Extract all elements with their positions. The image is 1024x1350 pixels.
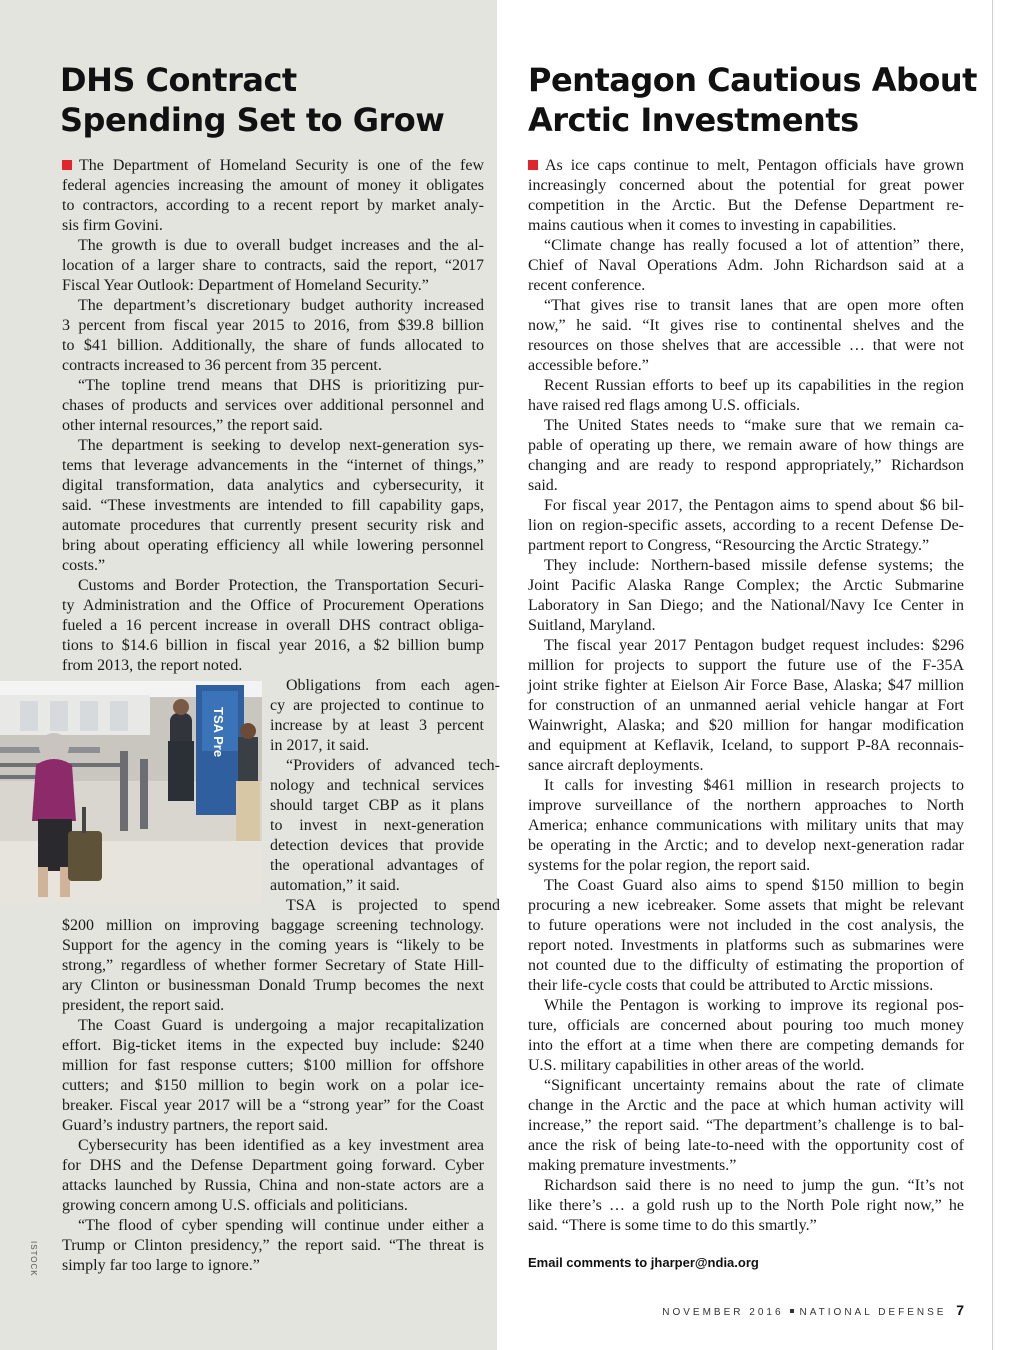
text-line: America; enhance communications with military units that may — [528, 817, 964, 834]
page-edge-rule — [992, 0, 993, 1350]
text-line: said. “These investments are intended to fill capability gaps, — [62, 497, 484, 514]
text-line: federal agencies increasing the amount of money it obligates — [62, 177, 484, 194]
text-line: The Coast Guard also aims to spend $150 million to begin — [544, 877, 964, 894]
text-line: “Climate change has really focused a lot of attention” there, — [544, 237, 964, 254]
text-line: tions to $14.6 billion in fiscal year 2016, a $2 billion bump — [62, 637, 484, 654]
text-line: the operational advantages of — [270, 857, 484, 874]
text-line: procuring a new icebreaker. Some assets that might be relevant — [528, 897, 964, 914]
text-line: “Providers of advanced tech- — [286, 757, 500, 774]
text-line: resources on those shelves that are accessible … that were not — [528, 337, 964, 354]
text-line: change in the Arctic and the pace at which human activity will — [528, 1097, 964, 1114]
headline-line: DHS Contract — [60, 61, 297, 99]
text-line: should target CBP as it plans — [270, 797, 484, 814]
text-line: recent conference. — [528, 277, 646, 294]
text-line: simply far too large to ignore.” — [62, 1257, 260, 1274]
footer-date: NOVEMBER 2016 — [662, 1307, 784, 1318]
text-line: competition in the Arctic. But the Defense Department re- — [528, 197, 964, 214]
text-line: increase by at least 3 percent — [270, 717, 484, 734]
page-footer — [662, 1302, 964, 1318]
text-line: As ice caps continue to melt, Pentagon officials have grown — [528, 156, 964, 176]
text-line: The growth is due to overall budget increases and the al- — [78, 237, 484, 254]
text-line: accessible before.” — [528, 357, 649, 374]
article-start-bullet — [62, 160, 72, 170]
text-line: attacks launched by Russia, China and non-state actors are a — [62, 1177, 484, 1194]
text-line: lion on region-specific assets, according to a recent Defense De- — [528, 517, 964, 534]
text-line: location of a larger share to contracts, said the report, “2017 — [62, 257, 484, 274]
headline-line: Arctic Investments — [528, 101, 859, 139]
text-line: Recent Russian efforts to beef up its capabilities in the region — [544, 377, 964, 394]
text-line: The department’s discretionary budget authority increased — [78, 297, 484, 314]
text-line: report noted. Investments in platforms such as submarines were — [528, 937, 964, 954]
text-line: other internal resources,” the report said. — [62, 417, 323, 434]
text-line: cy are projected to continue to — [270, 697, 484, 714]
text-line: not counted due to the difficulty of estimating the proportion of — [528, 957, 964, 974]
text-line: systems for the polar region, the report said. — [528, 857, 811, 874]
text-line: Guard’s industry partners, the report said. — [62, 1117, 329, 1134]
text-line: changing and are ready to respond appropriately,” Richardson — [528, 457, 964, 474]
text-line: now,” he said. “It gives rise to continental shelves and the — [528, 317, 964, 334]
text-line: detection devices that provide — [270, 837, 484, 854]
text-line: digital transformation, data analytics and cybersecurity, it — [62, 477, 484, 494]
text-line: It calls for investing $461 million in research projects to — [544, 777, 964, 794]
text-line: sance aircraft deployments. — [528, 757, 704, 774]
text-line: The Coast Guard is undergoing a major recapitalization — [78, 1017, 484, 1034]
text-line: bring about operating efficiency all while lowering personnel — [62, 537, 484, 554]
text-line: “That gives rise to transit lanes that are open more often — [544, 297, 964, 314]
headline-line: Spending Set to Grow — [60, 101, 445, 139]
email-comments-note: Email comments to jharper@ndia.org — [528, 1255, 759, 1270]
text-line: like there’s … a gold rush up to the North Pole right now,” he — [528, 1197, 964, 1214]
right-article-body — [528, 156, 964, 1236]
text-line: ture, officials are concerned about pouring too much money — [528, 1017, 964, 1034]
airport-security-photo — [0, 681, 262, 903]
text-line: for construction of an unmanned aerial vehicle hangar at Fort — [528, 697, 964, 714]
text-line: million for projects to support the future use of the F-35A — [528, 657, 964, 674]
text-line: While the Pentagon is working to improve its regional pos- — [544, 997, 964, 1014]
text-line: cutters; and $150 million to begin work on a polar ice- — [62, 1077, 484, 1094]
text-line: ance the risk of being late-to-need with the opportunity cost of — [528, 1137, 964, 1154]
text-line: “The topline trend means that DHS is prioritizing pur- — [78, 377, 484, 394]
text-line: Obligations from each agen- — [286, 677, 500, 694]
text-line: improve surveillance of the northern approaches to North — [528, 797, 964, 814]
text-line: to $41 billion. Additionally, the share of funds allocated to — [62, 337, 484, 354]
article-start-bullet — [528, 160, 538, 170]
text-line: into the effort at a time when there are competing demands for — [528, 1037, 964, 1054]
text-line: Suitland, Maryland. — [528, 617, 656, 634]
text-line: said. — [528, 477, 558, 494]
text-line: Customs and Border Protection, the Transportation Securi- — [78, 577, 484, 594]
text-line: said. “There is some time to do this smartly.” — [528, 1217, 817, 1234]
text-line: making premature investments.” — [528, 1157, 737, 1174]
text-line: fueled a 16 percent increase in overall DHS contract obliga- — [62, 617, 484, 634]
text-line: The United States needs to “make sure that we remain ca- — [544, 417, 964, 434]
text-line: automate procedures that currently present security risk and — [62, 517, 484, 534]
text-line: have raised red flags among U.S. officials. — [528, 397, 801, 414]
footer-separator — [790, 1309, 794, 1313]
text-line: $200 million on improving baggage screening technology. — [62, 917, 484, 934]
text-line: Cybersecurity has been identified as a key investment area — [78, 1137, 484, 1154]
text-line: “Significant uncertainty remains about the rate of climate — [544, 1077, 964, 1094]
text-line: be operating in the Arctic; and to develop next-generation radar — [528, 837, 964, 854]
text-line: Chief of Naval Operations Adm. John Richardson said at a — [528, 257, 964, 274]
text-line: automation,” it said. — [270, 877, 400, 894]
text-line: The fiscal year 2017 Pentagon budget request includes: $296 — [544, 637, 964, 654]
text-line: Joint Pacific Alaska Range Complex; the Arctic Submarine — [528, 577, 964, 594]
text-line: for DHS and the Defense Department going forward. Cyber — [62, 1157, 484, 1174]
text-line: Wainwright, Alaska; and $20 million for hangar modification — [528, 717, 964, 734]
photo-credit: ISTOCK — [29, 1241, 38, 1277]
headline-line: Pentagon Cautious About — [528, 61, 977, 99]
text-line: chases of products and services over additional personnel and — [62, 397, 484, 414]
right-article-headline — [528, 60, 977, 140]
text-line: costs.” — [62, 557, 106, 574]
text-line: to invest in next-generation — [270, 817, 484, 834]
tsa-precheck-sign-text: TSA Pre — [211, 707, 226, 758]
text-line: The department is seeking to develop next-generation sys- — [78, 437, 484, 454]
text-line: U.S. military capabilities in other areas of the world. — [528, 1057, 865, 1074]
airport-photo-illustration — [0, 681, 262, 903]
text-line: million for fast response cutters; $100 million for offshore — [62, 1057, 484, 1074]
text-line: growing concern among U.S. officials and politicians. — [62, 1197, 408, 1214]
text-line: The Department of Homeland Security is one of the few — [62, 156, 484, 176]
text-line: breaker. Fiscal year 2017 will be a “strong year” for the Coast — [62, 1097, 484, 1114]
text-line: in 2017, it said. — [270, 737, 370, 754]
text-line: mains cautious when it comes to investing in capabilities. — [528, 217, 897, 234]
text-line: their life-cycle costs that could be attributed to Arctic missions. — [528, 977, 934, 994]
text-line: pable of operating up there, we remain aware of how things are — [528, 437, 964, 454]
text-line: increasingly concerned about the potential for great power — [528, 177, 964, 194]
text-line: ty Administration and the Office of Procurement Operations — [62, 597, 484, 614]
text-line: joint strike fighter at Eielson Air Force Base, Alaska; $47 million — [528, 677, 964, 694]
text-line: For fiscal year 2017, the Pentagon aims to spend about $6 bil- — [544, 497, 964, 514]
text-line: tems that leverage advancements in the “internet of things,” — [62, 457, 484, 474]
text-line: Fiscal Year Outlook: Department of Homeland Security.” — [62, 277, 429, 294]
text-line: sis firm Govini. — [62, 217, 163, 234]
text-line: TSA is projected to spend — [286, 897, 500, 914]
text-line: Support for the agency in the coming years is “likely to be — [62, 937, 484, 954]
text-line: partment report to Congress, “Resourcing the Arctic Strategy.” — [528, 537, 930, 554]
text-line: from 2013, the report noted. — [62, 657, 243, 674]
text-line: Richardson said there is no need to jump the gun. “It’s not — [544, 1177, 964, 1194]
footer-publication: NATIONAL DEFENSE — [799, 1307, 947, 1318]
text-line: contracts increased to 36 percent from 35 percent. — [62, 357, 382, 374]
text-line: Trump or Clinton presidency,” the report said. “The threat is — [62, 1237, 484, 1254]
text-line: They include: Northern-based missile defense systems; the — [544, 557, 964, 574]
text-line: “The flood of cyber spending will continue under either a — [78, 1217, 484, 1234]
text-line: nology and technical services — [270, 777, 484, 794]
text-line: to contractors, according to a recent report by market analy- — [62, 197, 484, 214]
text-line: strong,” regardless of whether former Secretary of State Hill- — [62, 957, 484, 974]
text-line: to future operations were not included in the cost analysis, the — [528, 917, 964, 934]
text-line: effort. Big-ticket items in the expected buy include: $240 — [62, 1037, 484, 1054]
page-number: 7 — [956, 1302, 964, 1318]
text-line: Laboratory in San Diego; and the National/Navy Ice Center in — [528, 597, 964, 614]
text-line: president, the report said. — [62, 997, 225, 1014]
text-line: ary Clinton or businessman Donald Trump becomes the next — [62, 977, 484, 994]
text-line: increase,” the report said. “The department’s challenge is to bal- — [528, 1117, 964, 1134]
text-line: and equipment at Keflavik, Iceland, to support P-8A reconnais- — [528, 737, 964, 754]
text-line: 3 percent from fiscal year 2015 to 2016, from $39.8 billion — [62, 317, 484, 334]
left-article-headline — [60, 60, 444, 140]
